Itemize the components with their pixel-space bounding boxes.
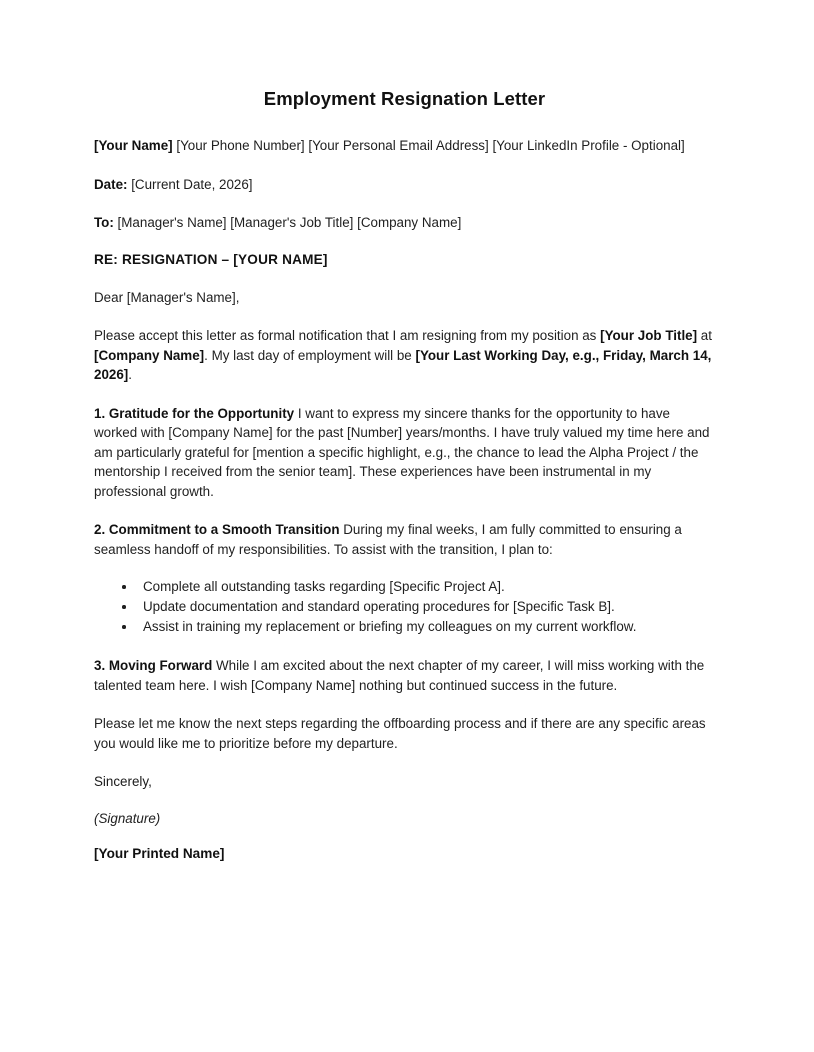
opening-part-3: . My last day of employment will be bbox=[204, 347, 416, 363]
transition-task-list bbox=[94, 577, 715, 637]
printed-name: [Your Printed Name] bbox=[94, 845, 225, 861]
opening-company-name: [Company Name] bbox=[94, 347, 205, 363]
signature-placeholder: (Signature) bbox=[94, 810, 161, 826]
section-2-heading: 2. Commitment to a Smooth Transition bbox=[94, 522, 340, 537]
section-3-heading: 3. Moving Forward bbox=[94, 658, 213, 673]
salutation: Dear [Manager's Name], bbox=[94, 289, 240, 305]
list-item: Assist in training my replacement or briefing my colleagues on my current workflow. bbox=[94, 617, 715, 637]
section-3 bbox=[94, 656, 715, 695]
subject-line: RE: RESIGNATION – [YOUR NAME] bbox=[94, 251, 328, 267]
contact-name: [Your Name] bbox=[94, 138, 173, 153]
opening-paragraph bbox=[94, 326, 715, 385]
opening-last-day: [Your Last Working Day, e.g., Friday, March 14, 2026] bbox=[94, 347, 712, 382]
list-item: Update documentation and standard operating procedures for [Specific Task B]. bbox=[94, 597, 715, 617]
opening-part-2: at bbox=[697, 328, 712, 343]
closing-paragraph: Please let me know the next steps regarding the offboarding process and if there are any specific areas you would like me to prioritize before my departure. bbox=[94, 716, 706, 751]
to-value: [Manager's Name] [Manager's Job Title] [Company Name] bbox=[113, 215, 462, 230]
date-value: [Current Date, 2026] bbox=[127, 176, 253, 192]
to-label: To: bbox=[94, 215, 114, 230]
section-1-body: I want to express my sincere thanks for the opportunity to have worked with [Company Name] for the past [Number] years/months. I have truly valued my time here and am particularly grateful for [mention a specific highlight, e.g., the chance to lead the Alpha Project / the mentorship I received from the senior team]. These experiences have been instrumental in my professional growth. bbox=[94, 405, 710, 499]
contact-details: [Your Phone Number] [Your Personal Email Address] [Your LinkedIn Profile - Optional] bbox=[172, 138, 685, 153]
list-item: Complete all outstanding tasks regarding [Specific Project A]. bbox=[94, 577, 715, 597]
contact-line bbox=[94, 136, 715, 156]
sign-off: Sincerely, bbox=[94, 774, 152, 789]
section-2 bbox=[94, 520, 715, 559]
opening-part-4: . bbox=[128, 367, 132, 382]
opening-part-1: Please accept this letter as formal notification that I am resigning from my position as bbox=[94, 328, 601, 343]
date-line bbox=[94, 175, 715, 195]
section-1 bbox=[94, 404, 715, 502]
section-3-body: While I am excited about the next chapter of my career, I will miss working with the talented team here. I wish [Company Name] nothing but continued success in the future. bbox=[94, 658, 705, 693]
opening-job-title: [Your Job Title] bbox=[600, 328, 698, 343]
page-title: Employment Resignation Letter bbox=[263, 88, 546, 109]
section-2-body: During my final weeks, I am fully committed to ensuring a seamless handoff of my responsibilities. To assist with the transition, I plan to: bbox=[94, 522, 682, 557]
date-label: Date: bbox=[94, 176, 128, 192]
section-1-heading: 1. Gratitude for the Opportunity bbox=[94, 405, 295, 421]
recipient-line bbox=[94, 213, 715, 233]
